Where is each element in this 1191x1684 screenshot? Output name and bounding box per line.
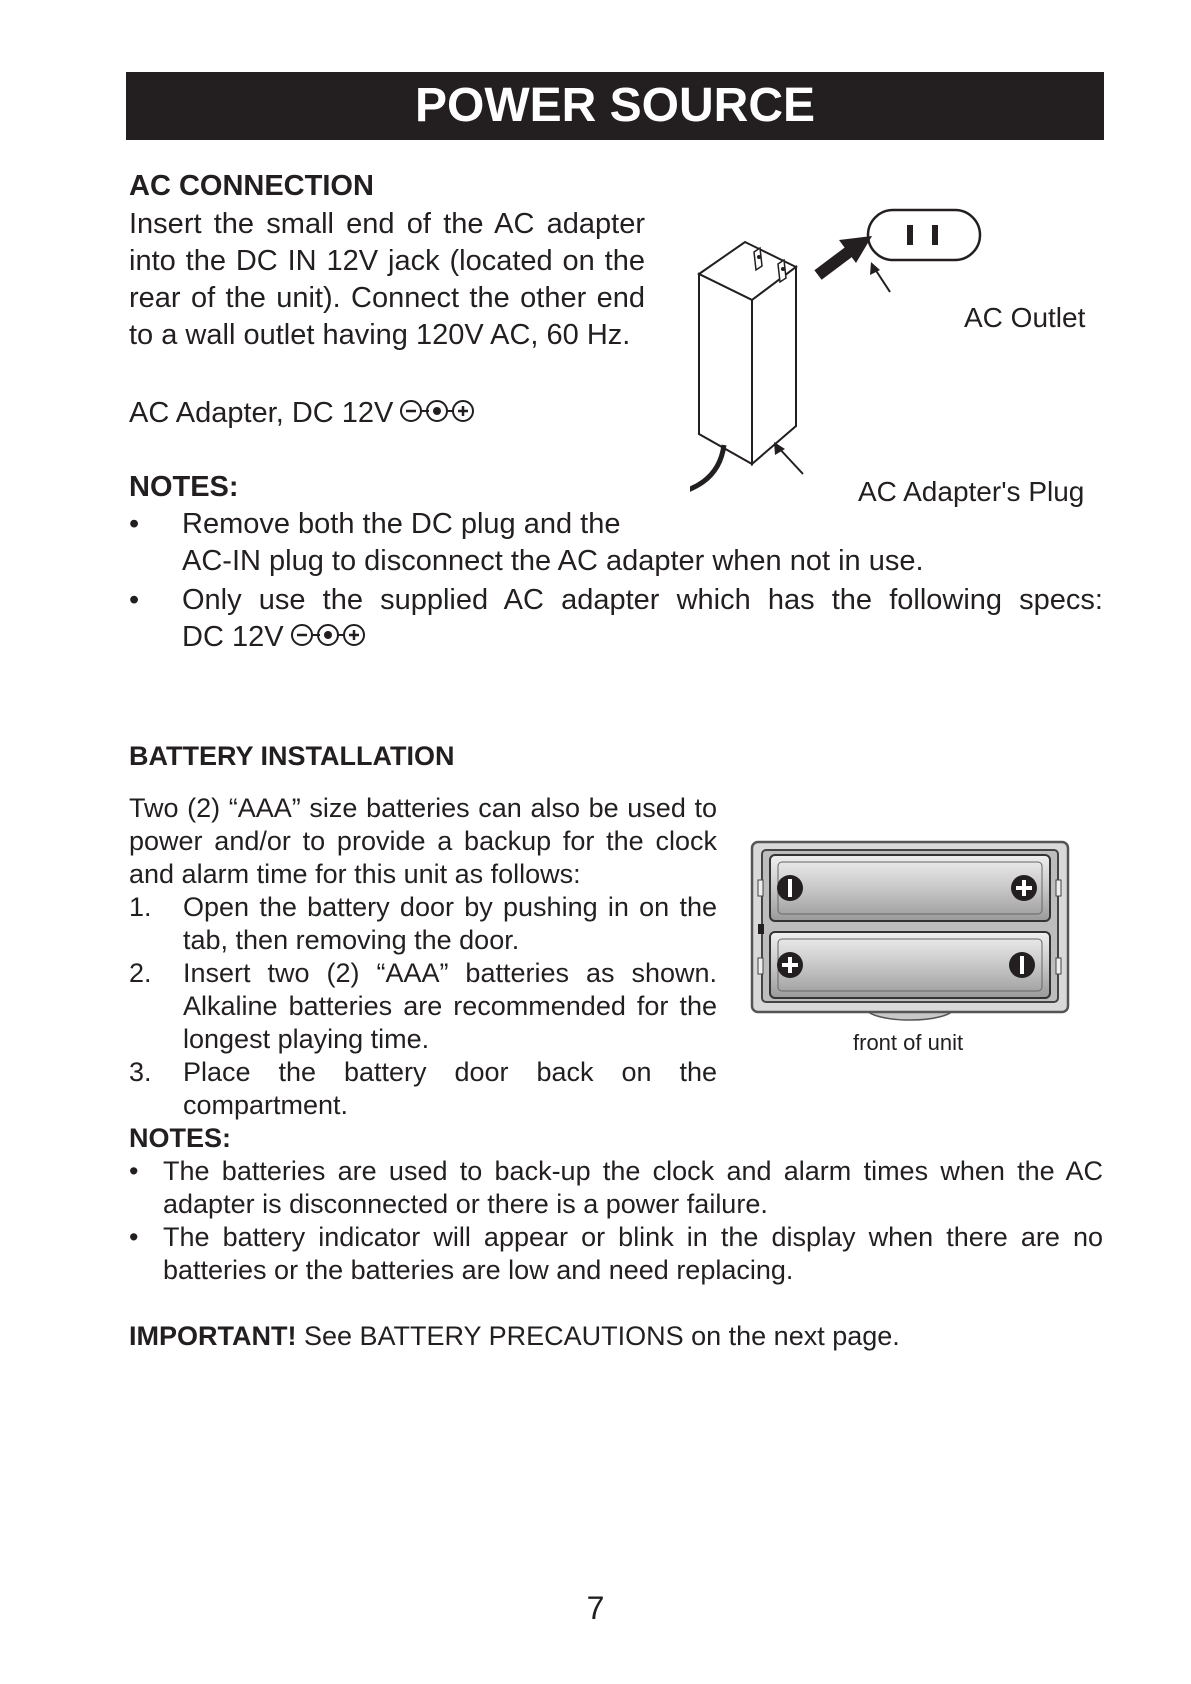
plug-in-arrow [818,251,850,275]
ac-outlet-label: AC Outlet [964,302,1086,333]
bullet: • [129,584,140,616]
battery-step [129,957,717,1056]
battery-note-line: batteries or the batteries are low and need replacing. [163,1255,794,1285]
ac-connection-heading: AC CONNECTION [129,170,374,202]
battery-note-item [129,1155,1103,1221]
outlet-slot [932,225,938,245]
battery-note-line: adapter is disconnected or there is a power failure. [163,1189,768,1219]
battery-figure-caption: front of unit [853,1030,964,1055]
step-line: tab, then removing the door. [183,925,520,955]
terminal-contact [758,880,763,896]
ac-note-item [129,582,1103,658]
step-line: longest playing time. [183,1024,430,1054]
adapter-prong [778,260,786,282]
step-line: Alkaline batteries are recommended for the [183,991,717,1021]
battery-compartment-illustration [750,840,1074,1040]
terminal-contact [1056,958,1061,974]
battery-intro-line: power and/or to provide a backup for the clock [129,826,717,856]
battery-note-line: The battery indicator will appear or blink in the display when there are no [163,1222,1103,1252]
step-line: Place the battery door back on the [183,1057,717,1087]
bullet: • [129,1222,139,1252]
battery-intro-line: Two (2) “AAA” size batteries can also be used to [129,793,717,823]
ac-para-line: into the DC IN 12V jack (located on the [129,245,645,277]
ac-note-line: Only use the supplied AC adapter which has the following specs: [182,584,1103,616]
ac-note-line: DC 12V [182,621,284,653]
ac-note-line: Remove both the DC plug and the [182,508,621,540]
bullet: • [129,1156,139,1186]
adapter-prong [754,248,762,270]
ac-connection-paragraph [129,206,645,354]
step-number: 2. [129,958,152,988]
page-number: 7 [586,1590,605,1626]
battery-step [129,1056,717,1122]
adapter-front-face [699,274,752,464]
ac-para-line: Insert the small end of the AC adapter [129,208,645,240]
battery-installation-heading: BATTERY INSTALLATION [129,741,455,771]
ac-note-spec [182,619,1103,658]
outlet-slot [907,225,913,245]
important-notice [129,1320,900,1353]
battery-note-line: The batteries are used to back-up the clock and alarm times when the AC [163,1156,1103,1186]
ac-para-line: to a wall outlet having 120V AC, 60 Hz. [129,319,631,351]
ac-notes-heading: NOTES: [129,471,239,503]
ac-adapter-spec [129,395,475,434]
terminal-contact [1056,880,1061,896]
battery-notes-heading: NOTES: [129,1123,232,1153]
important-label: IMPORTANT! [129,1321,297,1351]
step-number: 1. [129,892,152,922]
battery-intro [129,792,717,891]
battery-top [770,855,1050,921]
step-line: compartment. [183,1090,349,1120]
dc-polarity-icon [399,397,475,434]
battery-step [129,891,717,957]
battery-bottom [770,932,1050,998]
step-line: Open the battery door by pushing in on the [183,892,717,922]
prong-hole [781,267,785,271]
step-line: Insert two (2) “AAA” batteries as shown. [183,958,717,988]
prong-hole [757,255,761,259]
terminal-contact [758,958,763,974]
ac-outlet-shape [868,210,980,260]
dc-polarity-icon [290,621,366,658]
ac-note-line: AC-IN plug to disconnect the AC adapter when not in use. [182,545,924,577]
step-number: 3. [129,1057,152,1087]
terminal-connector [758,924,764,934]
battery-intro-line: and alarm time for this unit as follows: [129,859,581,889]
ac-adapter-label: AC Adapter, DC 12V [129,397,394,429]
page-title: POWER SOURCE [126,72,1104,140]
ac-adapter-plug-label: AC Adapter's Plug [858,476,1085,507]
battery-note-item [129,1221,1103,1287]
adapter-cord [690,445,724,500]
bullet: • [129,508,140,540]
adapter-side-face [752,267,796,464]
important-text: See BATTERY PRECAUTIONS on the next page. [304,1321,900,1351]
ac-para-line: rear of the unit). Connect the other end [129,282,645,314]
